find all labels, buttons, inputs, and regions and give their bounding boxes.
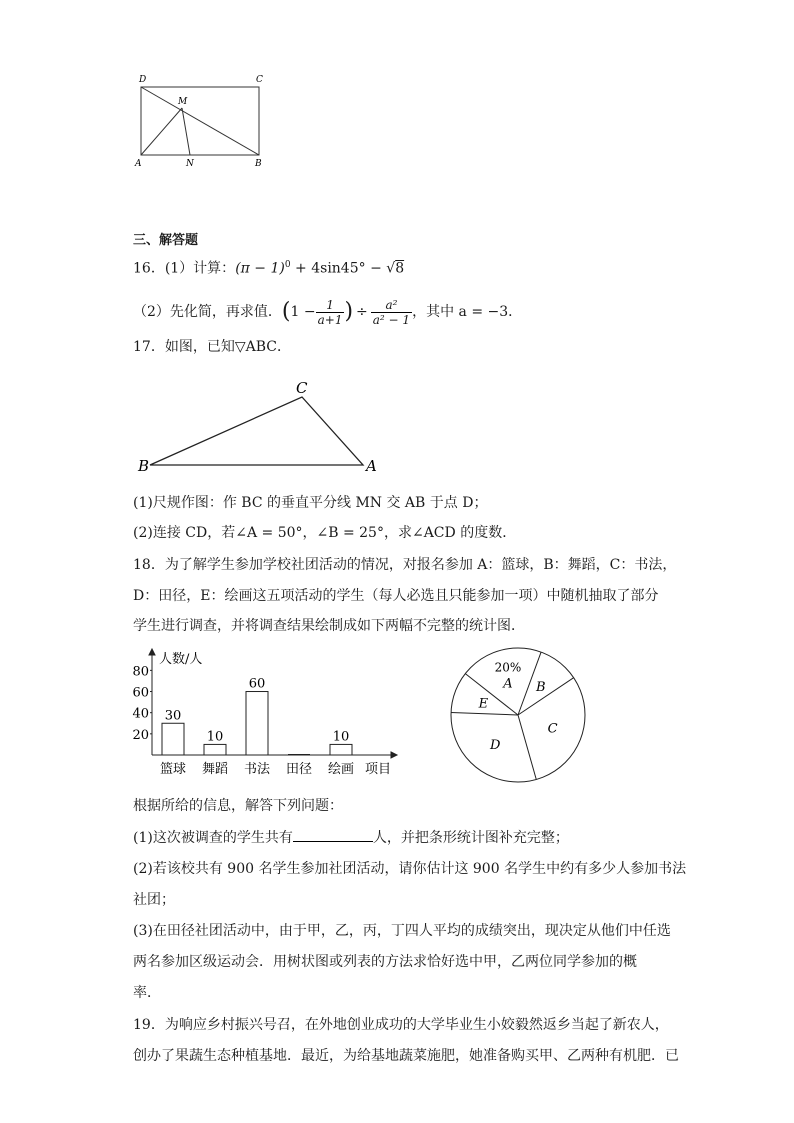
bar-chart <box>125 645 415 785</box>
y-tick-label: 20 <box>132 727 149 743</box>
fraction-1-den: a+1 <box>317 312 343 327</box>
fraction-1 <box>316 298 345 327</box>
fraction-1-num: 1 <box>316 298 345 313</box>
x-axis-arrow <box>391 752 397 758</box>
q18-line1: 18．为了解学生参加学校社团活动的情况，对报名参加 A：篮球，B：舞蹈，C：书法， <box>133 557 677 573</box>
q16-part2-prefix: （2）先化简，再求值． <box>133 304 282 320</box>
x-category-label: 篮球 <box>159 762 187 777</box>
bar <box>162 723 184 755</box>
label-a: A <box>135 159 142 169</box>
sqrt-symbol: √ <box>386 260 396 277</box>
segment-db <box>141 87 259 155</box>
paren-close: ) <box>344 299 354 324</box>
y-axis-label: 人数/人 <box>159 652 203 667</box>
rectangle-figure <box>130 70 270 170</box>
paren-open: ( <box>281 299 291 324</box>
q17-part2: (2)连接 CD，若∠A = 50°，∠B = 25°，求∠ACD 的度数． <box>133 525 517 541</box>
q16-part1-sqrt: 8 <box>395 260 405 277</box>
q16-part2-div: ÷ <box>356 304 368 320</box>
label-c: C <box>296 379 308 397</box>
label-m: M <box>178 97 188 107</box>
label-b: B <box>138 457 150 475</box>
x-category-label: 书法 <box>243 762 271 777</box>
q16-part2 <box>133 297 522 327</box>
label-b: B <box>255 159 262 169</box>
y-tick-label: 80 <box>132 664 149 680</box>
bar-value-label: 60 <box>248 676 266 692</box>
q16-part2-suffix: ，其中 a = −3． <box>412 304 523 320</box>
q16-part1-expr-a: (π − 1) <box>235 260 285 277</box>
pie-slice-label: E <box>478 696 489 712</box>
q19-line2: 创办了果蔬生态种植基地．最近，为给基地蔬菜施肥，她准备购买甲、乙两种有机肥．已 <box>133 1048 679 1064</box>
answer-blank[interactable] <box>293 829 373 842</box>
q18-after-intro: 根据所给的信息，解答下列问题： <box>133 798 343 814</box>
bar <box>330 744 352 755</box>
fraction-2 <box>371 298 412 327</box>
label-n: N <box>186 159 194 169</box>
section-title: 三、解答题 <box>133 232 199 247</box>
bar <box>204 744 226 755</box>
y-tick-label: 40 <box>132 706 149 722</box>
triangle-abc <box>150 397 363 465</box>
fraction-2-den: a² − 1 <box>372 312 411 327</box>
y-tick-label: 60 <box>132 685 149 701</box>
q16-part1-expr-b: + 4sin45° − <box>290 260 387 277</box>
bar-value-label: 30 <box>164 708 182 724</box>
bar-value-label: 10 <box>332 729 350 745</box>
q18-line3: 学生进行调查，并将调查结果绘制成如下两幅不完整的统计图． <box>133 618 525 634</box>
q16-part1-prefix: 16．(1）计算： <box>133 260 236 277</box>
x-category-label: 绘画 <box>327 762 355 777</box>
q18-sub2-line2: 社团； <box>133 892 175 908</box>
segment-ma <box>141 108 182 155</box>
bar-value-label: 10 <box>206 729 224 745</box>
q17-part1: (1)尺规作图：作 BC 的垂直平分线 MN 交 AB 于点 D； <box>133 495 488 511</box>
q17-intro: 17．如图，已知▽ABC． <box>133 339 291 355</box>
y-axis-arrow <box>149 649 155 655</box>
q16-part2-one: 1 − <box>290 304 316 320</box>
q16-part1-exponent: 0 <box>284 260 291 270</box>
q18-sub3-line2: 两名参加区级运动会．用树状图或列表的方法求恰好选中甲，乙两位同学参加的概 <box>133 954 637 970</box>
pie-slice-label: D <box>490 737 501 753</box>
pie-percent-label: 20% <box>494 660 522 675</box>
q18-sub3-line3: 率． <box>133 985 161 1001</box>
q18-sub1-a: (1)这次被调查的学生共有 <box>133 830 293 846</box>
pie-chart <box>446 645 606 790</box>
label-d: D <box>139 75 147 85</box>
x-category-label: 舞蹈 <box>201 762 229 777</box>
q19-line1: 19．为响应乡村振兴号召，在外地创业成功的大学毕业生小姣毅然返乡当起了新农人， <box>133 1017 669 1033</box>
pie-slice-label: C <box>547 721 558 737</box>
q16-part1 <box>133 256 404 278</box>
q18-line2: D：田径，E：绘画这五项活动的学生（每人必选且只能参加一项）中随机抽取了部分 <box>133 588 659 604</box>
pie-slice-label: B <box>535 680 546 696</box>
x-axis-label: 项目 <box>365 762 392 777</box>
x-category-label: 田径 <box>285 762 313 777</box>
q18-sub1 <box>133 829 569 847</box>
q18-sub2-line1: (2)若该校共有 900 名学生参加社团活动，请你估计这 900 名学生中约有多少人参加书法 <box>133 861 687 877</box>
pie-slice-label: A <box>503 676 513 692</box>
label-c: C <box>256 75 263 85</box>
q18-sub3-line1: (3)在田径社团活动中，由于甲，乙，丙，丁四人平均的成绩突出，现决定从他们中任选 <box>133 923 671 939</box>
q18-sub1-b: 人，并把条形统计图补充完整； <box>372 830 569 846</box>
label-a: A <box>366 457 377 475</box>
bar <box>246 692 268 755</box>
fraction-2-num: a² <box>371 298 412 313</box>
triangle-figure <box>130 375 390 475</box>
